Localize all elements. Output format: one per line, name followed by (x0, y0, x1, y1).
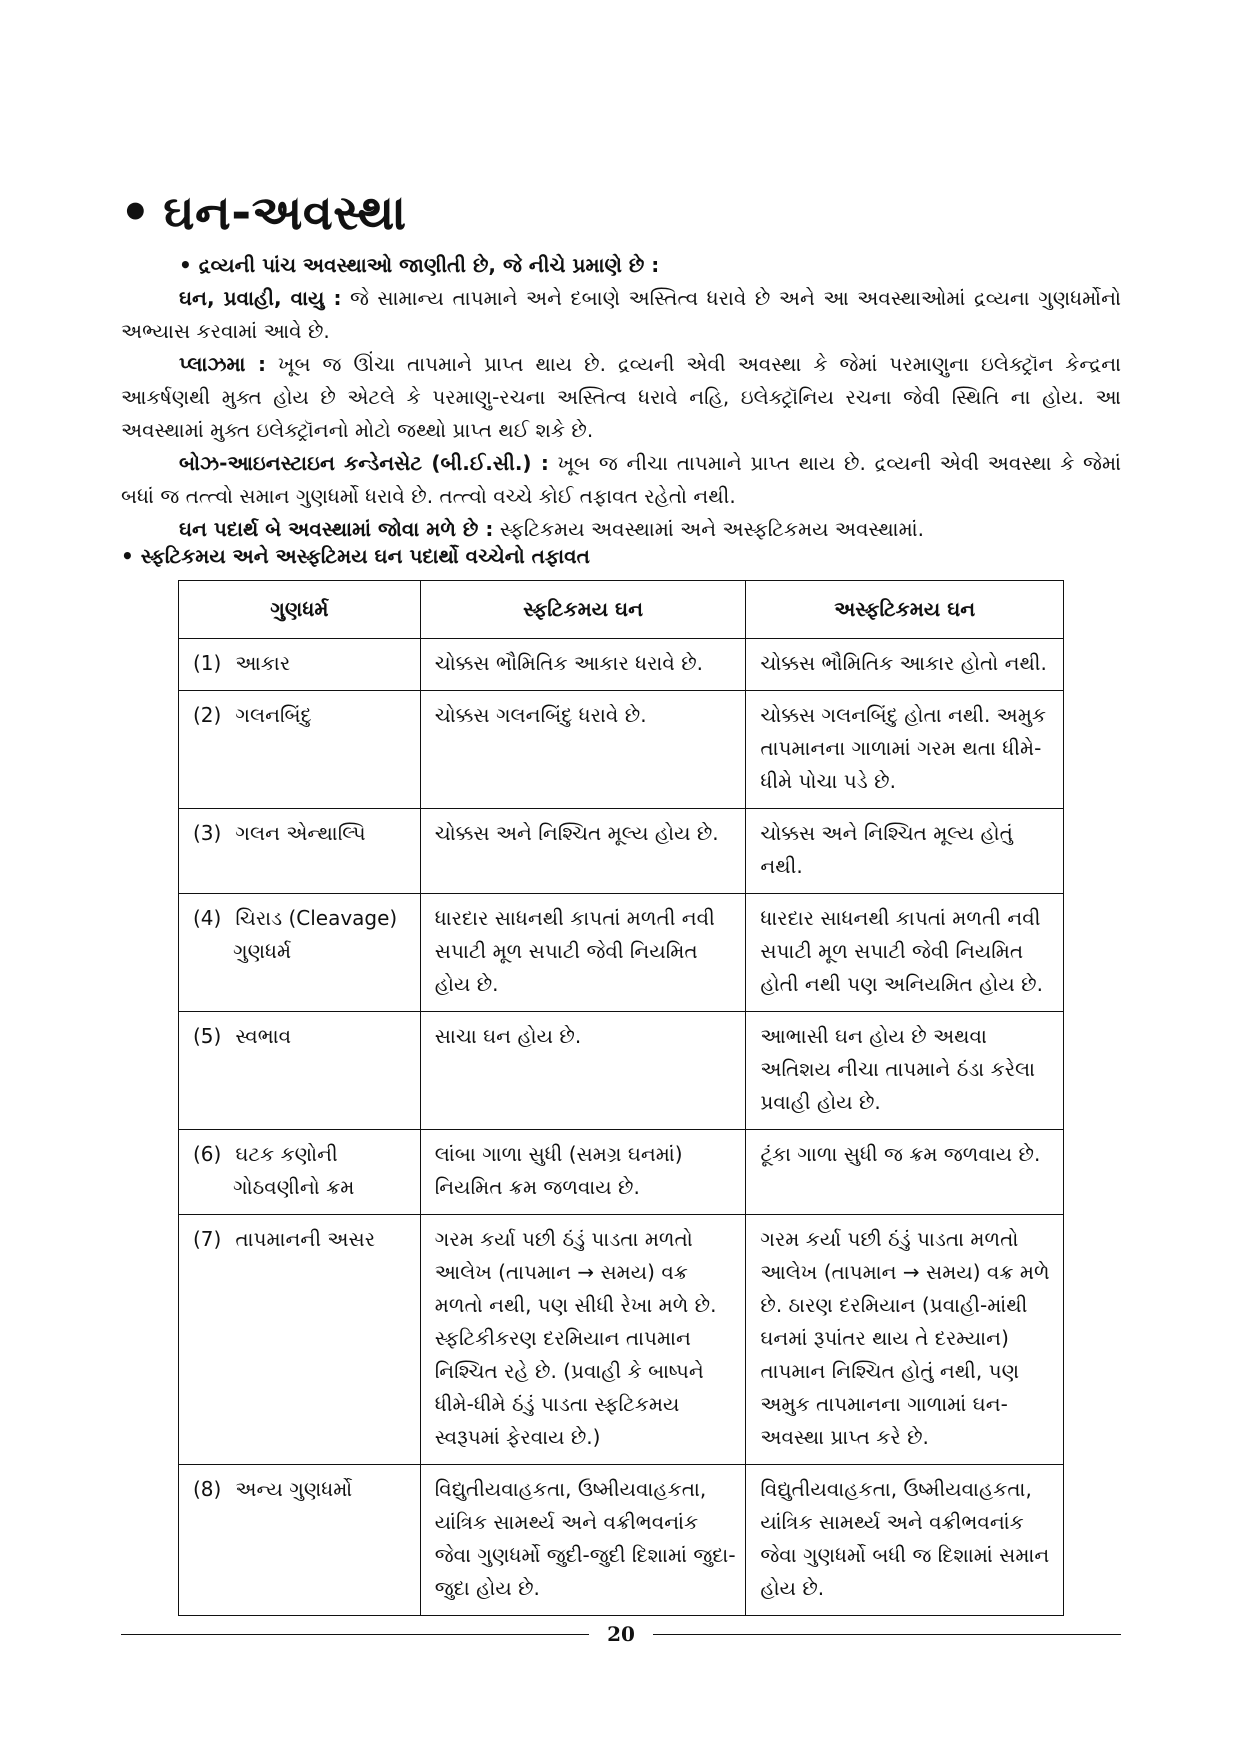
property-name: ઘટક કણોની (235, 1142, 338, 1166)
crystalline-cell: ગરમ કર્યા પછી ઠંડું પાડતા મળતો આલેખ (તાપમાન → સમય) વક્ર મળતો નથી, પણ સીધી રેખા મળે છે. સ્ફટિકીકરણ દરમિયાન તાપમાન નિશ્ચિત રહે છે. (પ્રવાહી કે બાષ્પને ધીમે-ધીમે ઠંડું પાડતા સ્ફટિકમય સ્વરૂપમાં ફેરવાય છે.) (420, 1215, 746, 1465)
property-cell (179, 1130, 421, 1215)
footer-rule-right (653, 1634, 1121, 1635)
amorphous-cell: ચોક્કસ અને નિશ્ચિત મૂલ્ય હોતું નથી. (746, 809, 1064, 894)
header-amorphous: અસ્ફટિકમય ઘન (746, 581, 1064, 639)
property-cell (179, 639, 421, 691)
crystalline-cell: ધારદાર સાધનથી કાપતાં મળતી નવી સપાટી મૂળ સપાટી જેવી નિયમિત હોય છે. (420, 894, 746, 1012)
amorphous-cell: ટૂંકા ગાળા સુધી જ ક્રમ જળવાય છે. (746, 1130, 1064, 1215)
term-bec: બોઝ-આઇનસ્ટાઇન કન્ડેનસેટ (બી.ઈ.સી.) : (179, 451, 549, 475)
table-header-row (179, 581, 1064, 639)
text-plasma: ખૂબ જ ઊંચા તાપમાને પ્રાપ્ત થાય છે. દ્રવ્યની એવી અવસ્થા કે જેમાં પરમાણુના ઇલેક્ટ્રૉન કેન્દ્રના આકર્ષણથી મુક્ત હોય છે એટલે કે પરમાણુ-રચના અસ્તિત્વ ધરાવે નહિ, ઇલેક્ટ્રૉનિય રચના જેવી સ્થિતિ ના હોય. આ અવસ્થામાં મુક્ત ઇલેક્ટ્રૉનનો મોટો જથ્થો પ્રાપ્ત થઈ શકે છે. (121, 352, 1122, 442)
property-name: અન્ય ગુણધર્મો (235, 1477, 353, 1501)
property-cell (179, 1012, 421, 1130)
property-cell (179, 691, 421, 809)
property-name-cont: ગુણધર્મ (233, 939, 292, 963)
crystalline-cell: લાંબા ગાળા સુધી (સમગ્ર ઘનમાં) નિયમિત ક્રમ જળવાય છે. (420, 1130, 746, 1215)
row-number: (5) (193, 1024, 222, 1048)
page-number: 20 (607, 1622, 635, 1646)
amorphous-cell: આભાસી ઘન હોય છે અથવા અતિશય નીચા તાપમાને ઠંડા કરેલા પ્રવાહી હોય છે. (746, 1012, 1064, 1130)
table-row (179, 894, 1064, 1012)
row-number: (1) (193, 651, 222, 675)
table-row (179, 1465, 1064, 1616)
table-row (179, 1130, 1064, 1215)
amorphous-cell: ચોક્કસ ગલનબિંદુ હોતા નથી. અમુક તાપમાનના ગાળામાં ગરમ થતા ધીમે-ધીમે પોચા પડે છે. (746, 691, 1064, 809)
property-cell (179, 894, 421, 1012)
term-solid-states: ઘન પદાર્થ બે અવસ્થામાં જોવા મળે છે : (179, 517, 494, 541)
crystalline-cell: ચોક્કસ ગલનબિંદુ ધરાવે છે. (420, 691, 746, 809)
text-bec: ખૂબ જ નીચા તાપમાને પ્રાપ્ત થાય છે. દ્રવ્યની એવી અવસ્થા કે જેમાં બધાં જ તત્ત્વો સમાન ગુણધર્મો ધરાવે છે. તત્ત્વો વચ્ચે કોઈ તફાવત રહેતો નથી. (121, 451, 1121, 508)
amorphous-cell: ગરમ કર્યા પછી ઠંડું પાડતા મળતો આલેખ (તાપમાન → સમય) વક્ર મળે છે. ઠારણ દરમિયાન (પ્રવાહી-માંથી ઘનમાં રૂપાંતર થાય તે દરમ્યાન) તાપમાન નિશ્ચિત હોતું નથી, પણ અમુક તાપમાનના ગાળામાં ઘન-અવસ્થા પ્રાપ્ત કરે છે. (746, 1215, 1064, 1465)
table-row (179, 1012, 1064, 1130)
comparison-table (178, 580, 1064, 1616)
page-title (120, 183, 407, 243)
title-bullet: • (120, 185, 152, 241)
property-name: આકાર (235, 651, 291, 675)
property-name: તાપમાનની અસર (235, 1227, 376, 1251)
crystalline-cell: ચોક્કસ ભૌમિતિક આકાર ધરાવે છે. (420, 639, 746, 691)
table-row (179, 639, 1064, 691)
property-cell (179, 1465, 421, 1616)
table-row (179, 691, 1064, 809)
row-number: (6) (193, 1142, 222, 1166)
term-solid-liquid-gas: ઘન, પ્રવાહી, વાયુ : (179, 286, 342, 310)
property-name-cont: ગોઠવણીનો ક્રમ (233, 1175, 355, 1199)
crystalline-cell: ચોક્કસ અને નિશ્ચિત મૂલ્ય હોય છે. (420, 809, 746, 894)
table-row (179, 1215, 1064, 1465)
property-name: ગલનબિંદુ (235, 703, 312, 727)
paragraph-plasma (121, 348, 1121, 447)
intro-section (121, 249, 1121, 546)
amorphous-cell: વિદ્યુતીયવાહકતા, ઉષ્મીયવાહકતા, યાંત્રિક સામર્થ્ય અને વક્રીભવનાંક જેવા ગુણધર્મો બધી જ દિશામાં સમાન હોય છે. (746, 1465, 1064, 1616)
header-property: ગુણધર્મ (179, 581, 421, 639)
amorphous-cell: ચોક્કસ ભૌમિતિક આકાર હોતો નથી. (746, 639, 1064, 691)
page-footer (121, 1620, 1121, 1650)
table-heading: • સ્ફટિકમય અને અસ્ફટિમય ઘન પદાર્થો વચ્ચેનો તફાવત (121, 544, 590, 568)
property-cell (179, 809, 421, 894)
title-text: ઘન-અવસ્થા (163, 185, 407, 241)
property-name: ચિરાડ (Cleavage) (235, 906, 398, 930)
crystalline-cell: સાચા ઘન હોય છે. (420, 1012, 746, 1130)
row-number: (8) (193, 1477, 222, 1501)
row-number: (7) (193, 1227, 222, 1251)
paragraph-bec (121, 447, 1121, 513)
property-name: સ્વભાવ (235, 1024, 292, 1048)
property-name: ગલન એન્થાલ્પિ (235, 821, 366, 845)
crystalline-cell: વિદ્યુતીયવાહકતા, ઉષ્મીયવાહકતા, યાંત્રિક સામર્થ્ય અને વક્રીભવનાંક જેવા ગુણધર્મો જુદી-જુદી દિશામાં જુદા-જુદા હોય છે. (420, 1465, 746, 1616)
row-number: (3) (193, 821, 222, 845)
table-row (179, 809, 1064, 894)
text-solid-states: સ્ફટિકમય અવસ્થામાં અને અસ્ફટિકમય અવસ્થામાં. (493, 517, 924, 541)
amorphous-cell: ધારદાર સાધનથી કાપતાં મળતી નવી સપાટી મૂળ સપાટી જેવી નિયમિત હોતી નથી પણ અનિયમિત હોય છે. (746, 894, 1064, 1012)
paragraph-states (121, 282, 1121, 348)
row-number: (2) (193, 703, 222, 727)
text-solid-liquid-gas: જે સામાન્ય તાપમાને અને દબાણે અસ્તિત્વ ધરાવે છે અને આ અવસ્થાઓમાં દ્રવ્યના ગુણધર્મોનો અભ્યાસ કરવામાં આવે છે. (121, 286, 1121, 343)
property-cell (179, 1215, 421, 1465)
intro-lead: • દ્રવ્યની પાંચ અવસ્થાઓ જાણીતી છે, જે નીચે પ્રમાણે છે : (179, 253, 660, 277)
header-crystalline: સ્ફટિકમય ઘન (420, 581, 746, 639)
row-number: (4) (193, 906, 222, 930)
term-plasma: પ્લાઝમા : (179, 352, 267, 376)
